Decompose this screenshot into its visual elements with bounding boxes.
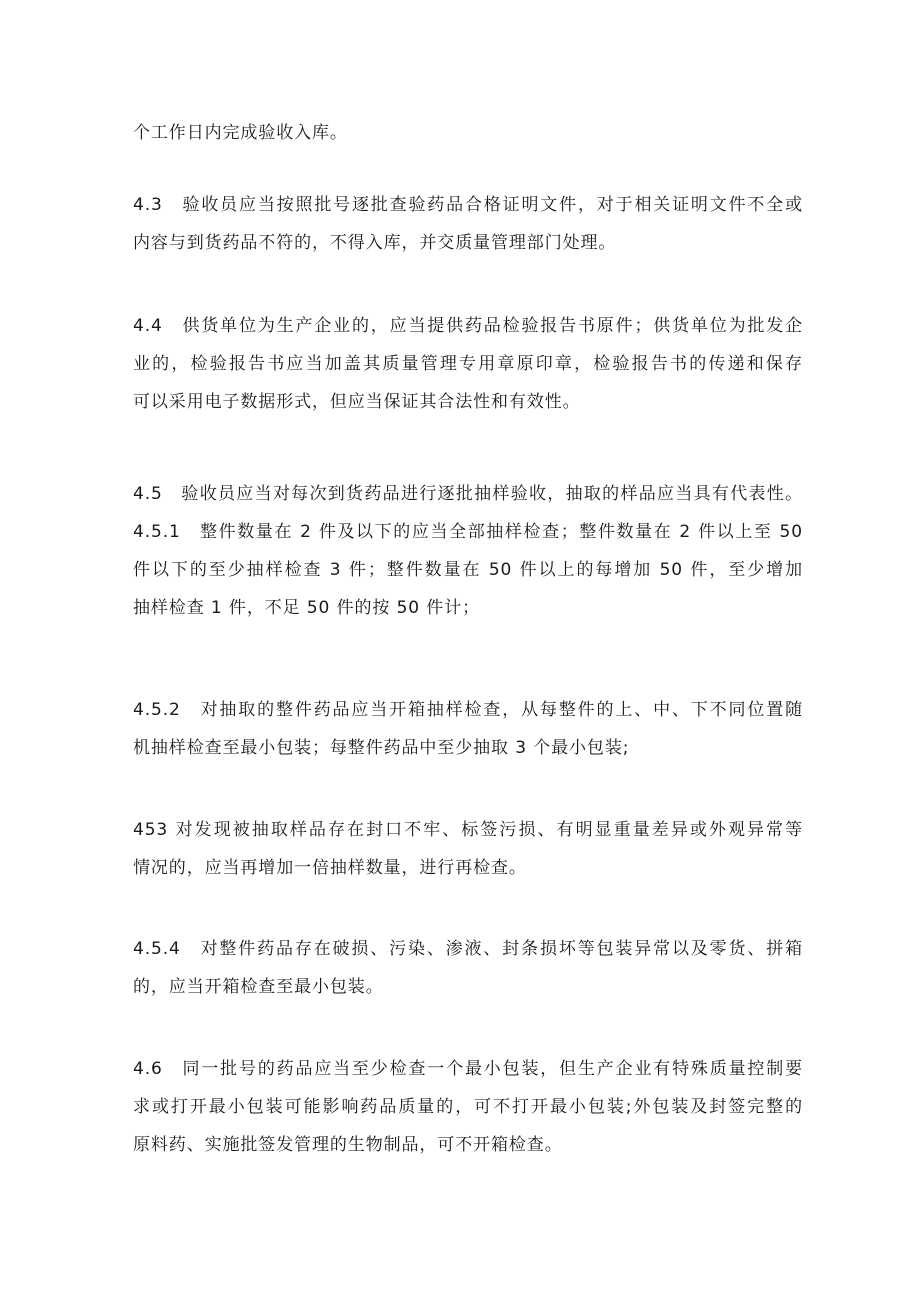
text-line: 个工作日内完成验收入库。	[133, 123, 348, 143]
paragraph-4-5	[133, 475, 803, 627]
text-line: 的，应当开箱检查至最小包装。	[133, 977, 384, 997]
text-line: 4.5.4 对整件药品存在破损、污染、渗液、封条损坏等包装异常以及零货、拼箱	[133, 939, 803, 959]
text-line: 抽样检查 1 件，不足 50 件的按 50 件计；	[133, 598, 481, 618]
paragraph-continuation	[133, 114, 803, 152]
text-line: 内容与到货药品不符的，不得入库，并交质量管理部门处理。	[133, 233, 617, 253]
text-line: 4.5.1 整件数量在 2 件及以下的应当全部抽样检查；整件数量在 2 件以上至 50	[133, 522, 803, 542]
text-line: 可以采用电子数据形式，但应当保证其合法性和有效性。	[133, 392, 581, 412]
paragraph-4-6	[133, 1050, 803, 1164]
text-line: 件以下的至少抽样检查 3 件；整件数量在 50 件以上的每增加 50 件，至少增加	[133, 560, 803, 580]
paragraph-4-3	[133, 186, 803, 262]
text-line: 4.6 同一批号的药品应当至少检查一个最小包装，但生产企业有特殊质量控制要	[133, 1059, 803, 1079]
text-line: 情况的，应当再增加一倍抽样数量，进行再检查。	[133, 858, 527, 878]
text-line: 业的，检验报告书应当加盖其质量管理专用章原印章，检验报告书的传递和保存	[133, 354, 803, 374]
text-line: 453 对发现被抽取样品存在封口不牢、标签污损、有明显重量差异或外观异常等	[133, 820, 803, 840]
paragraph-4-5-2	[133, 691, 803, 767]
text-line: 4.4 供货单位为生产企业的，应当提供药品检验报告书原件；供货单位为批发企	[133, 316, 803, 336]
paragraph-4-4	[133, 307, 803, 421]
text-line: 4.3 验收员应当按照批号逐批查验药品合格证明文件，对于相关证明文件不全或	[133, 195, 803, 215]
text-line: 机抽样检查至最小包装；每整件药品中至少抽取 3 个最小包装;	[133, 738, 630, 758]
paragraph-453	[133, 811, 803, 887]
text-line: 4.5 验收员应当对每次到货药品进行逐批抽样验收，抽取的样品应当具有代表性。	[133, 484, 803, 504]
text-line: 求或打开最小包装可能影响药品质量的，可不打开最小包装;外包装及封签完整的	[133, 1097, 803, 1117]
paragraph-4-5-4	[133, 930, 803, 1006]
text-line: 原料药、实施批签发管理的生物制品，可不开箱检查。	[133, 1135, 563, 1155]
text-line: 4.5.2 对抽取的整件药品应当开箱抽样检查，从每整件的上、中、下不同位置随	[133, 700, 803, 720]
